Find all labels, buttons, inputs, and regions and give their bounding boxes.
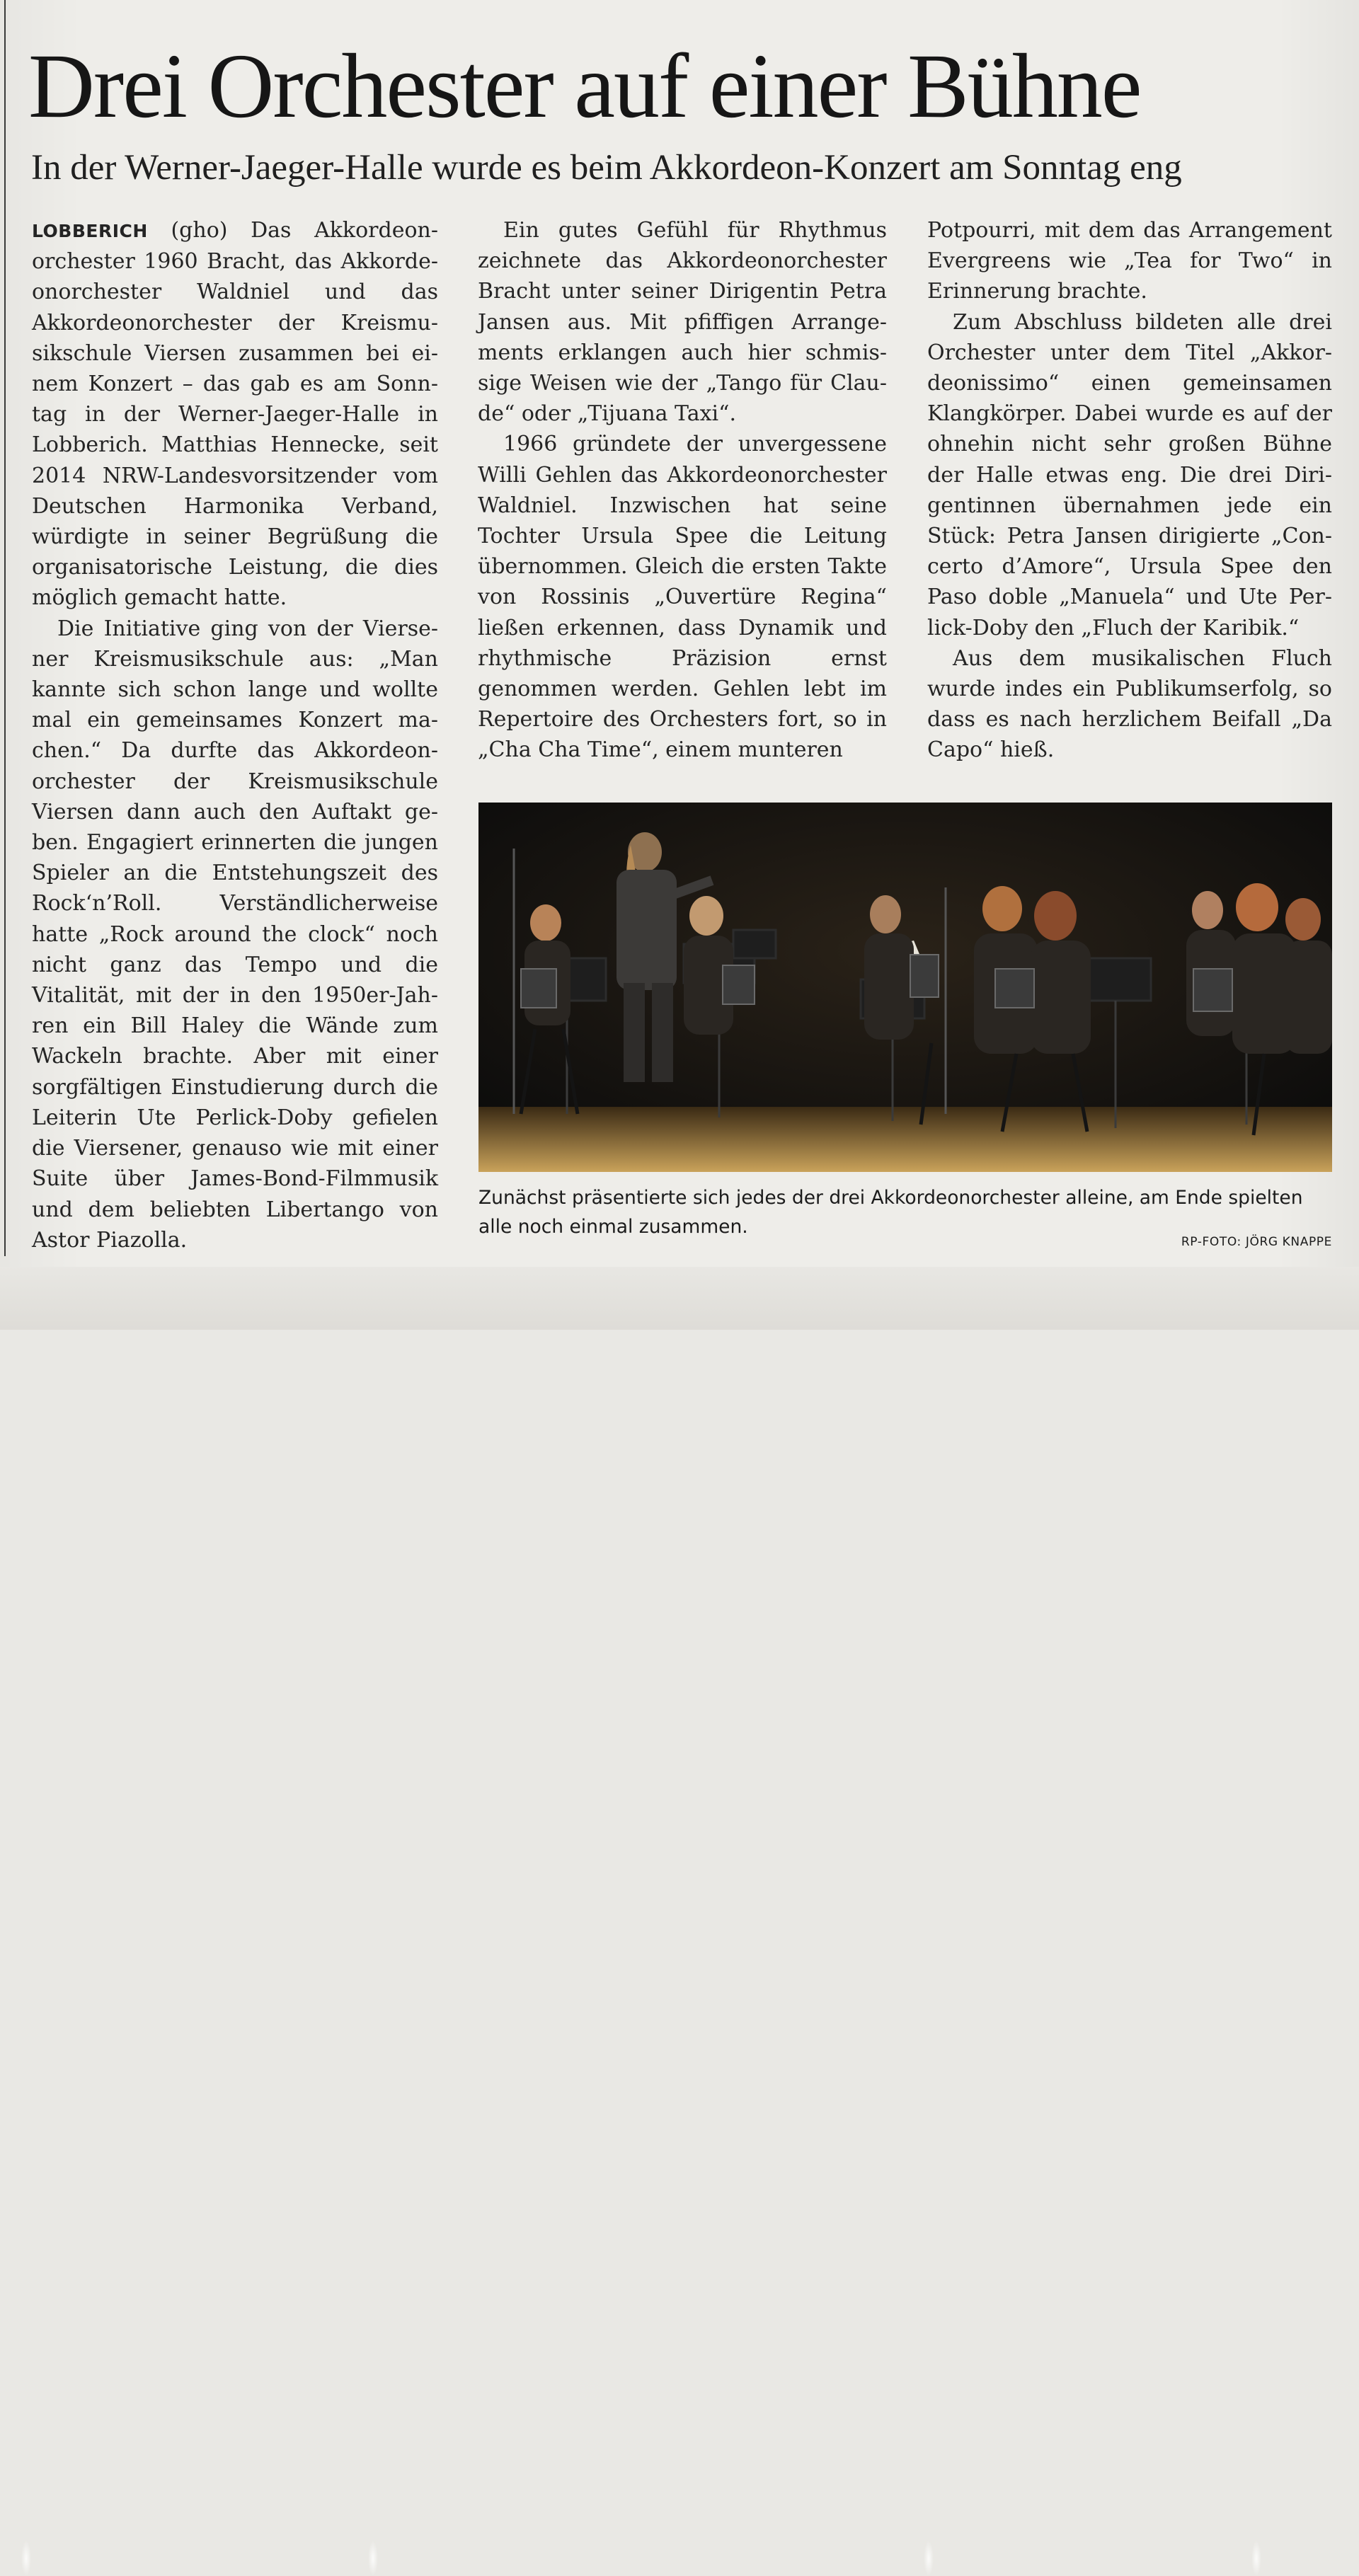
paragraph <box>32 215 438 614</box>
concert-photo-illustration <box>478 803 1332 1172</box>
page-margin <box>0 1267 1359 1330</box>
headline: Drei Orchester auf einer Bühne <box>28 35 1141 137</box>
paragraph: Aus dem musikalischen Fluch wurde indes ein Publikumserfolg, so dass es nach herzlichem Beifall „Da Capo“ hieß. <box>927 645 1332 763</box>
column-rule <box>4 0 6 1256</box>
subheadline: In der Werner-Jaeger-Halle wurde es beim Akkordeon-Konzert am Sonntag eng <box>31 148 1182 188</box>
text-column-1 <box>32 215 438 1255</box>
concert-photo <box>478 803 1332 1172</box>
paragraph: Die Initiative ging von der Viersener Kreismusikschule aus: „Man kannte sich schon lange und wollte mal ein gemeinsames Konzert machen.“ Da durfte das Akkordeonorchester der Kreismusikschule Viersen dann auch den Auftakt geben. Engagiert erinnerten die jungen Spieler an die Entstehungszeit des Rock‘n’Roll. Verständlicherweise hatte „Rock around the clock“ noch nicht ganz das Tempo und die Vitalität, mit der in den 1950er-Jahren ein Bill Haley die Wände zum Wackeln brachte. Aber mit einer sorgfältigen Einstudierung durch die Leiterin Ute Perlick-Doby gefielen die Viersener, genauso wie mit einer Suite über James-Bond-Filmmusik und dem beliebten Libertango von Astor Piazolla. <box>32 616 438 1253</box>
paper-crease <box>924 2541 934 2576</box>
text-column-3 <box>927 215 1332 766</box>
paragraph: 1966 gründete der unvergessene Willi Gehlen das Akkordeonorchester Waldniel. Inzwischen hat seine Tochter Ursula Spee die Leitung übernommen. Gleich die ersten Takte von Rossinis „Ouvertüre Regina“ ließen erkennen, dass Dynamik und rhythmische Präzision ernst genommen werden. Gehlen lebt im Repertoire des Orchesters fort, so in „Cha Cha Time“, einem munteren <box>478 432 887 763</box>
photo-credit: RP-FOTO: JÖRG KNAPPE <box>1181 1235 1332 1249</box>
text-column-2 <box>478 215 887 766</box>
paper-crease <box>1251 2541 1261 2576</box>
paragraph: Zum Abschluss bildeten alle drei Orchester unter dem Titel „Akkordeonissimo“ einen gemeinsamen Klangkörper. Dabei wurde es auf der ohnehin nicht sehr großen Bühne der Halle etwas eng. Die drei Dirigentinnen übernahmen jede ein Stück: Petra Jansen dirigierte „Concerto d’Amore“, Ursula Spee den Paso doble „Manuela“ und Ute Perlick-Doby den „Fluch der Karibik.“ <box>927 309 1332 640</box>
dateline: LOBBERICH <box>32 221 148 241</box>
paragraph: Potpourri, mit dem das Arrangement Evergreens wie „Tea for Two“ in Erinnerung brachte. <box>927 218 1332 304</box>
paragraph-text: (gho) Das Akkordeonorchester 1960 Bracht, das Akkordeonorchester Waldniel und das Akkordeonorchester der Kreismusikschule Viersen zusammen bei einem Konzert – das gab es am Sonntag in der Werner-Jaeger-Halle in Lobberich. Matthias Hennecke, seit 2014 NRW-Landesvorsitzender vom Deutschen Harmonika Verband, würdigte in seiner Begrüßung die organisatorische Leistung, die dies möglich gemacht hatte. <box>32 218 438 611</box>
paper-crease <box>368 2541 378 2576</box>
paper-crease <box>21 2541 31 2576</box>
photo-caption: Zunächst präsentierte sich jedes der drei Akkordeonorchester alleine, am Ende spielten alle noch einmal zusammen. <box>478 1187 1303 1238</box>
paragraph: Ein gutes Gefühl für Rhythmus zeichnete das Akkordeonorchester Bracht unter seiner Dirigentin Petra Jansen aus. Mit pfiffigen Arrangements erklangen auch hier schmissige Weisen wie der „Tango für Claude“ oder „Tijuana Taxi“. <box>478 218 887 427</box>
